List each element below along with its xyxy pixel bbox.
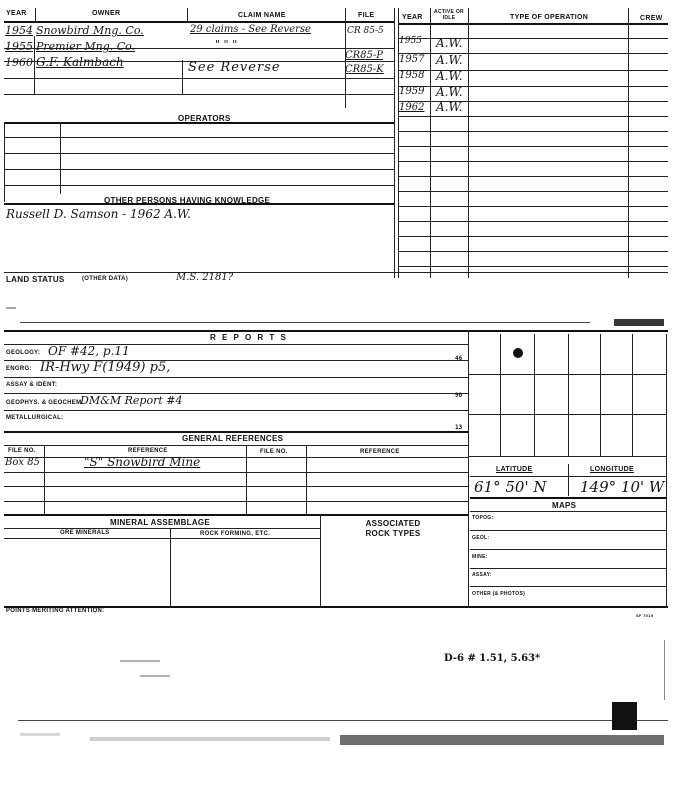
reports-top-rule — [4, 330, 668, 332]
header-year: YEAR — [6, 10, 27, 17]
row-rule — [470, 497, 666, 499]
divider — [306, 445, 307, 515]
owner-year: 1954 — [5, 24, 33, 37]
side-number: 13 — [455, 424, 463, 431]
geophys-value: DM&M Report #4 — [80, 394, 183, 407]
row-rule — [4, 514, 468, 516]
row-rule — [470, 511, 666, 512]
divider — [430, 8, 431, 278]
reports-title: R E P O R T S — [210, 333, 288, 342]
scan-smudge — [6, 307, 16, 309]
activity-year: 1957 — [399, 54, 425, 65]
row-rule — [398, 176, 668, 177]
owner-year: 1960 — [5, 56, 33, 69]
file-number: CR 85-5 — [347, 26, 384, 36]
divider — [468, 330, 469, 608]
land-status-label: LAND STATUS — [6, 275, 65, 284]
header-claim-name: CLAIM NAME — [238, 12, 286, 19]
activity-year: 1962 — [399, 102, 425, 113]
owner-name: Premier Mng. Co. — [36, 40, 136, 53]
maps-mine: MINE: — [472, 554, 488, 560]
row-rule — [4, 472, 468, 473]
divider — [628, 8, 629, 278]
grid-line — [468, 414, 666, 415]
geology-label: GEOLOGY: — [6, 350, 41, 356]
row-rule — [398, 146, 668, 147]
grid-line — [666, 334, 667, 608]
owner-name: G.F. Kalmbach — [36, 55, 124, 69]
longitude-value: 149° 10' W — [580, 478, 665, 496]
divider — [170, 528, 171, 608]
divider — [568, 464, 569, 496]
rock-forming-label: ROCK FORMING, ETC. — [200, 531, 271, 537]
row-rule — [4, 185, 394, 186]
metallurgical-label: METALLURGICAL: — [6, 415, 64, 421]
geology-value: OF #42, p.11 — [48, 344, 130, 358]
row-rule — [4, 410, 468, 411]
row-rule — [4, 538, 320, 539]
row-rule — [398, 206, 668, 207]
grid-line — [568, 334, 569, 456]
divider — [4, 122, 5, 202]
row-rule — [4, 94, 394, 95]
row-rule — [4, 445, 468, 446]
divider — [320, 514, 321, 608]
grid-line — [500, 334, 501, 456]
reference-text: "S" Snowbird Mine — [84, 455, 201, 469]
operators-label: OPERATORS — [178, 114, 231, 123]
longitude-label: LONGITUDE — [590, 466, 634, 473]
separator — [18, 720, 668, 721]
row-rule — [398, 191, 668, 192]
engrg-label: ENGRG: — [6, 366, 32, 372]
header-owner: OWNER — [92, 10, 121, 17]
stamp-text: D-6 # 1.51, 5.63* — [444, 653, 541, 664]
row-rule — [398, 116, 668, 117]
form-number: SF 7019 — [636, 613, 654, 618]
scan-block — [612, 702, 637, 730]
row-rule — [4, 169, 394, 170]
row-rule — [4, 486, 468, 487]
activity-year: 1958 — [399, 70, 425, 81]
geophys-label: GEOPHYS. & GEOCHEM: — [6, 400, 84, 406]
header-crew: CREW — [640, 15, 663, 22]
land-status-sub: (OTHER DATA) — [82, 276, 129, 282]
owner-year: 1955 — [5, 40, 33, 53]
row-rule — [398, 221, 668, 222]
maps-topog: TOPOG: — [472, 515, 494, 521]
row-rule — [4, 431, 468, 433]
divider — [187, 8, 188, 22]
divider — [60, 122, 61, 194]
row-rule — [4, 377, 468, 378]
maps-assay: ASSAY: — [472, 572, 492, 578]
separator — [20, 322, 590, 323]
divider — [44, 445, 45, 515]
assay-ident-label: ASSAY & IDENT: — [6, 382, 58, 388]
row-rule — [4, 137, 394, 138]
row-rule — [4, 528, 320, 529]
divider — [246, 445, 247, 515]
col-file-no: FILE NO. — [8, 448, 36, 454]
claim-name: 29 claims - See Reverse — [190, 24, 311, 35]
latitude-label: LATITUDE — [496, 466, 533, 473]
latitude-value: 61° 50' N — [474, 478, 547, 496]
divider — [182, 60, 183, 94]
divider — [35, 8, 36, 22]
header-rule — [4, 21, 394, 23]
location-dot-icon — [513, 348, 523, 358]
side-number: 46 — [455, 355, 463, 362]
maps-title: MAPS — [552, 501, 577, 510]
col-reference-2: REFERENCE — [360, 449, 400, 455]
divider — [398, 8, 399, 278]
knowledge-entry: Russell D. Samson - 1962 A.W. — [6, 207, 191, 221]
reference-file: Box 85 — [5, 457, 40, 468]
scan-smudge — [340, 735, 664, 745]
header-active-idle: ACTIVE OR IDLE — [434, 9, 464, 21]
col-reference: REFERENCE — [128, 448, 168, 454]
row-rule — [398, 251, 668, 252]
row-rule — [4, 457, 468, 458]
scan-smudge — [20, 733, 60, 736]
col-file-no-2: FILE NO. — [260, 449, 288, 455]
points-label: POINTS MERITING ATTENTION: — [6, 608, 105, 614]
row-rule — [4, 501, 468, 502]
knowledge-label: OTHER PERSONS HAVING KNOWLEDGE — [104, 196, 271, 205]
engrg-value: IR-Hwy F(1949) p5, — [40, 360, 171, 375]
activity-status: A.W. — [436, 85, 463, 99]
grid-line — [632, 334, 633, 456]
side-number: 90 — [455, 392, 463, 399]
row-rule — [470, 568, 666, 569]
ore-minerals-label: ORE MINERALS — [60, 530, 110, 536]
row-rule — [470, 530, 666, 531]
divider — [664, 640, 665, 700]
row-rule — [470, 549, 666, 550]
land-status-value: M.S. 2181? — [176, 272, 234, 283]
row-rule — [398, 161, 668, 162]
scan-smudge — [120, 660, 160, 662]
row-rule — [4, 272, 668, 273]
row-rule — [4, 78, 394, 79]
header-file: FILE — [358, 12, 375, 19]
grid-line — [600, 334, 601, 456]
general-references-title: GENERAL REFERENCES — [182, 434, 284, 443]
activity-year: 1955 — [399, 36, 422, 46]
row-rule — [398, 131, 668, 132]
grid-line — [468, 374, 666, 375]
file-number: CR85-K — [345, 64, 384, 75]
divider — [34, 36, 35, 94]
maps-other: OTHER (& PHOTOS) — [472, 591, 526, 597]
row-rule — [470, 586, 666, 587]
activity-status: A.W. — [436, 53, 463, 67]
header-year-2: YEAR — [402, 14, 423, 21]
activity-year: 1959 — [399, 86, 425, 97]
file-number: CR85-P — [345, 50, 384, 61]
row-rule — [398, 266, 668, 267]
divider — [394, 8, 395, 278]
grid-line — [534, 334, 535, 456]
scan-smudge — [614, 319, 664, 326]
scan-smudge — [140, 675, 170, 677]
divider — [468, 8, 469, 278]
mineral-assemblage-title: MINERAL ASSEMBLAGE — [110, 518, 211, 527]
row-rule — [398, 236, 668, 237]
activity-status: A.W. — [436, 69, 463, 83]
activity-status: A.W. — [436, 100, 463, 114]
scan-smudge — [90, 737, 330, 741]
grid-line — [468, 456, 666, 457]
header-type-of-operation: TYPE OF OPERATION — [510, 14, 589, 21]
row-rule — [4, 393, 468, 394]
owner-name: Snowbird Mng. Co. — [36, 24, 144, 37]
claim-name: " " " — [215, 38, 238, 51]
maps-geol: GEOL: — [472, 535, 490, 541]
claim-name: See Reverse — [188, 60, 281, 75]
row-rule — [4, 153, 394, 154]
associated-rock-types: ASSOCIATED ROCK TYPES — [365, 519, 421, 538]
activity-status: A.W. — [436, 36, 463, 50]
